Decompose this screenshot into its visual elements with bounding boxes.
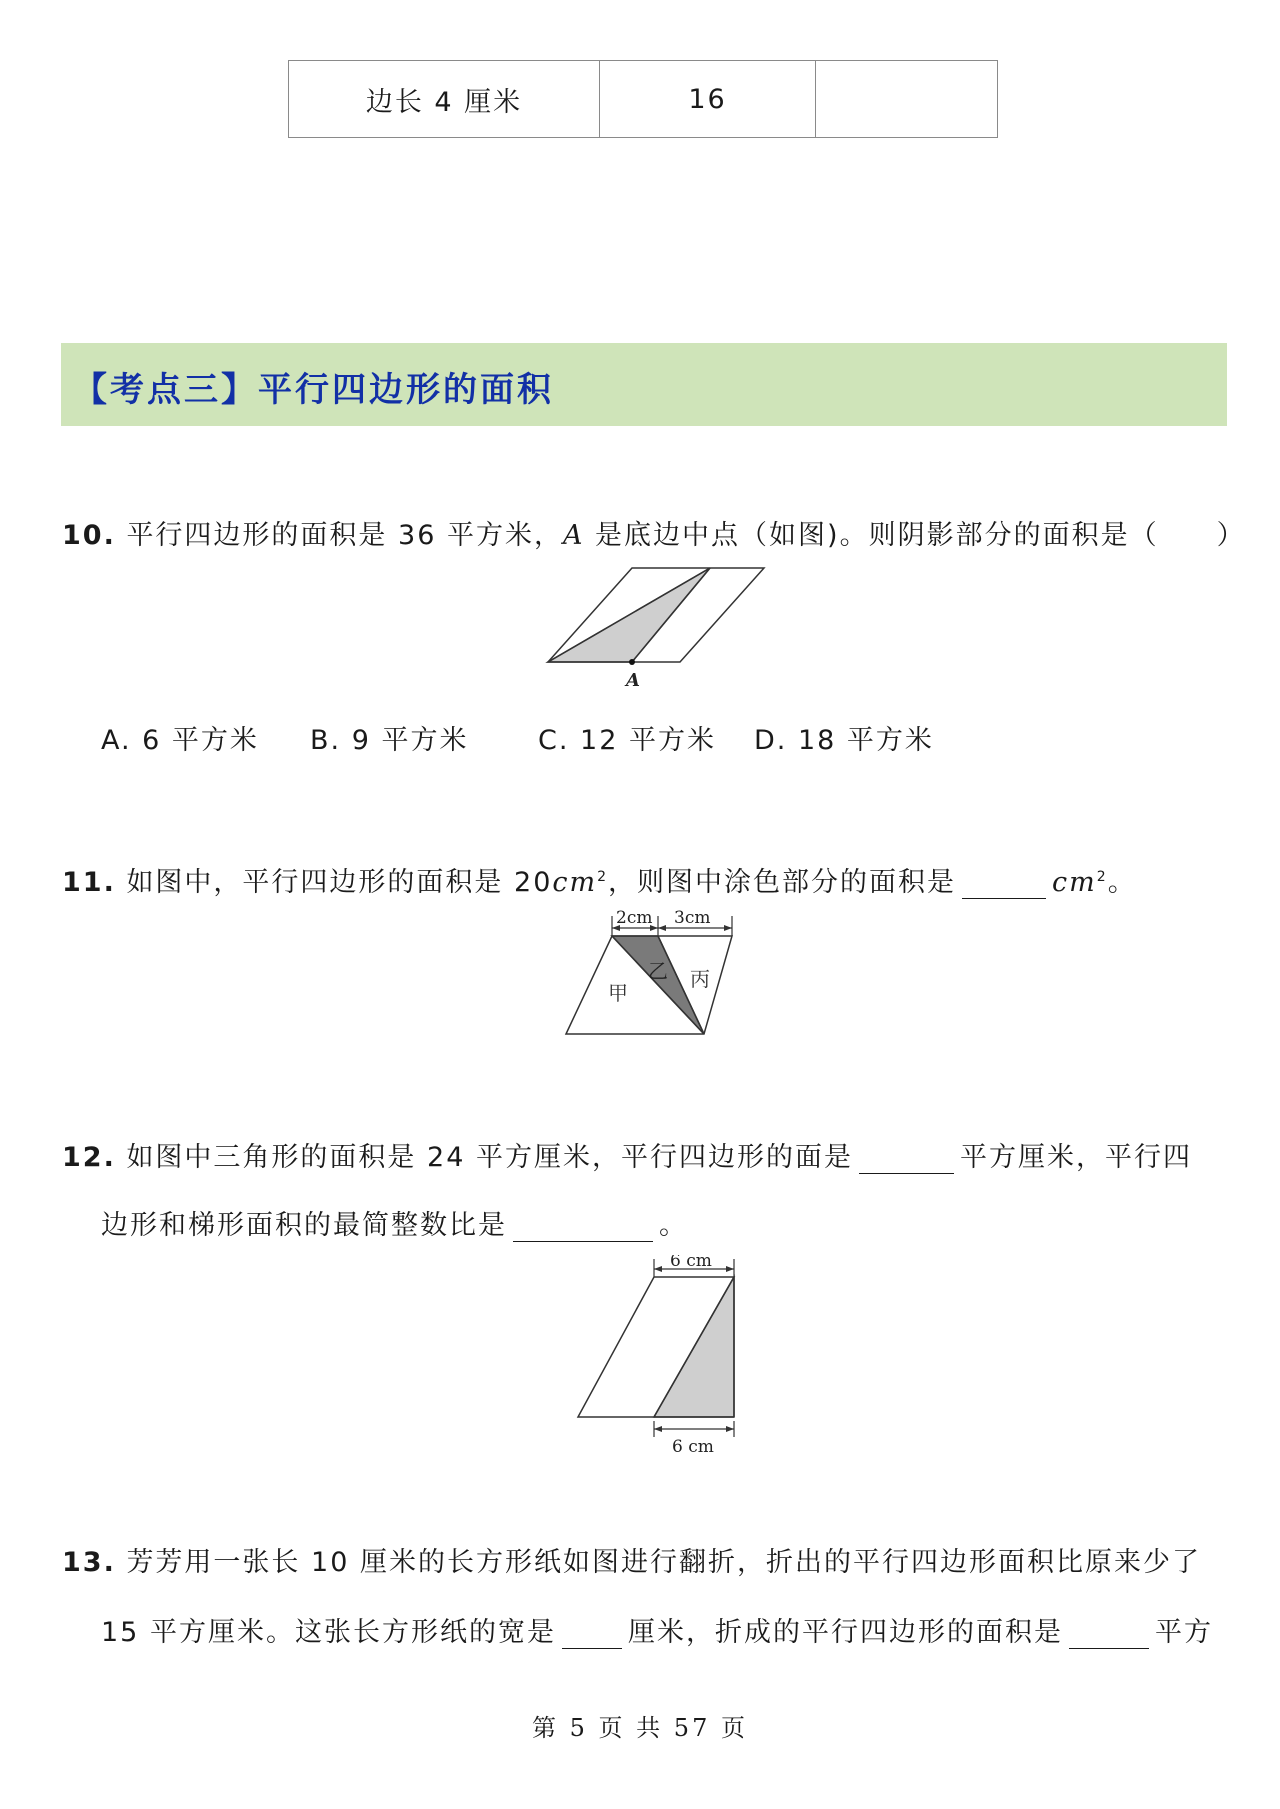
- question-text: 平方厘米，平行四: [959, 1142, 1192, 1173]
- table-cell: 16: [600, 61, 816, 138]
- region-label-jia: 甲: [608, 981, 628, 1005]
- variable-a: A: [562, 520, 585, 551]
- option-letter: D.: [754, 725, 788, 756]
- question-text: 平行四边形的面积是 36 平方米，: [126, 520, 563, 551]
- question-13-line-1: [62, 1540, 1201, 1579]
- table-row: [289, 61, 998, 138]
- question-text: 边形和梯形面积的最简整数比是: [101, 1210, 507, 1241]
- point-label-a: A: [626, 670, 640, 691]
- question-12-line-2: [101, 1203, 688, 1242]
- option-c[interactable]: [538, 718, 716, 757]
- figure-q11-parallelogram: [560, 910, 760, 1045]
- answer-blank[interactable]: [1069, 1622, 1149, 1649]
- figure-q12-parallelogram: [572, 1255, 752, 1455]
- option-text: 18 平方米: [797, 725, 934, 756]
- answer-blank[interactable]: [859, 1147, 954, 1174]
- question-text: ，则图中涂色部分的面积是: [608, 867, 957, 898]
- question-number: 11.: [62, 867, 116, 898]
- option-a[interactable]: [101, 718, 259, 757]
- question-10: [62, 513, 1246, 552]
- question-text: 。: [659, 1210, 688, 1241]
- option-letter: C.: [538, 725, 570, 756]
- region-label-bing: 丙: [690, 967, 710, 991]
- option-d[interactable]: [754, 718, 934, 757]
- unit-cm: cm: [1052, 867, 1097, 898]
- table-cell: [816, 61, 998, 138]
- question-number: 13.: [62, 1547, 116, 1578]
- page-footer: 第 5 页 共 57 页: [532, 1714, 748, 1742]
- answer-blank[interactable]: [962, 872, 1046, 899]
- option-text: 6 平方米: [142, 725, 259, 756]
- midpoint-a: [629, 659, 635, 665]
- top-table: [288, 60, 998, 138]
- unit-cm: cm: [552, 867, 598, 898]
- dim-bottom-label: 6 cm: [672, 1437, 714, 1455]
- question-text: 芳芳用一张长 10 厘米的长方形纸如图进行翻折，折出的平行四边形面积比原来少了: [126, 1547, 1201, 1578]
- question-number: 10.: [62, 520, 116, 551]
- figure-q10-parallelogram: [540, 560, 780, 695]
- question-text: 平方: [1154, 1617, 1213, 1648]
- question-11: [62, 860, 1137, 899]
- question-number: 12.: [62, 1142, 116, 1173]
- answer-blank[interactable]: [562, 1622, 622, 1649]
- option-text: 12 平方米: [580, 725, 716, 756]
- option-letter: A.: [101, 725, 132, 756]
- question-12-line-1: [62, 1135, 1192, 1174]
- question-text: 如图中三角形的面积是 24 平方厘米，平行四边形的面是: [126, 1142, 853, 1173]
- dim-top-label: 6 cm: [670, 1255, 712, 1271]
- superscript: 2: [597, 869, 609, 885]
- option-text: 9 平方米: [351, 725, 469, 756]
- question-13-line-2: [101, 1610, 1213, 1649]
- option-b[interactable]: [310, 718, 468, 757]
- question-text: 厘米，折成的平行四边形的面积是: [627, 1617, 1063, 1648]
- dim-right-label: 3cm: [674, 910, 711, 928]
- answer-blank[interactable]: [513, 1215, 653, 1242]
- dim-left-label: 2cm: [616, 910, 653, 928]
- section-title: 【考点三】平行四边形的面积: [73, 370, 554, 410]
- table-cell: 边长 4 厘米: [289, 61, 600, 138]
- superscript: 2: [1096, 869, 1108, 885]
- option-letter: B.: [310, 725, 342, 756]
- question-text: 15 平方厘米。这张长方形纸的宽是: [101, 1617, 556, 1648]
- question-text: 是底边中点（如图)。则阴影部分的面积是（ ）: [584, 520, 1246, 551]
- question-text: 如图中，平行四边形的面积是 20: [126, 867, 553, 898]
- region-label-yi: 乙: [648, 959, 668, 983]
- section-header: [61, 343, 1227, 426]
- question-text: 。: [1107, 867, 1137, 898]
